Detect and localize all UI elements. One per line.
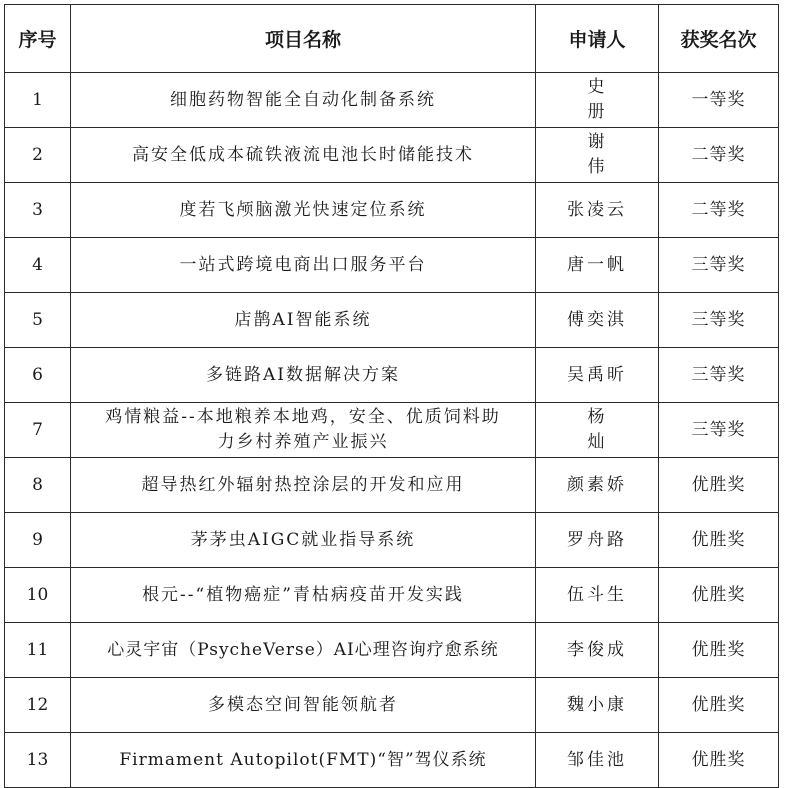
row-number: 6	[5, 348, 71, 403]
row-number: 2	[5, 128, 71, 183]
applicant-name: 伍斗生	[536, 568, 659, 623]
table-row	[5, 678, 779, 733]
row-number: 13	[5, 733, 71, 788]
row-number: 5	[5, 293, 71, 348]
project-name: 度若飞颅脑激光快速定位系统	[71, 183, 536, 238]
row-number: 1	[5, 73, 71, 128]
row-number: 10	[5, 568, 71, 623]
project-name: 多链路AI数据解决方案	[71, 348, 536, 403]
table-row	[5, 568, 779, 623]
row-number: 9	[5, 513, 71, 568]
header-award-rank: 获奖名次	[659, 5, 779, 73]
row-number: 11	[5, 623, 71, 678]
applicant-name: 傅奕淇	[536, 293, 659, 348]
award-rank: 优胜奖	[659, 733, 779, 788]
table-row	[5, 293, 779, 348]
project-name: 多模态空间智能领航者	[71, 678, 536, 733]
table-row	[5, 348, 779, 403]
applicant-name: 颜素娇	[536, 458, 659, 513]
award-rank: 一等奖	[659, 73, 779, 128]
table-row	[5, 128, 779, 183]
table-row	[5, 403, 779, 458]
award-rank: 优胜奖	[659, 568, 779, 623]
project-name: 高安全低成本硫铁液流电池长时储能技术	[71, 128, 536, 183]
row-number: 7	[5, 403, 71, 458]
applicant-name: 邹佳池	[536, 733, 659, 788]
table-row	[5, 513, 779, 568]
award-rank: 优胜奖	[659, 513, 779, 568]
award-rank: 三等奖	[659, 238, 779, 293]
applicant-name: 谢 伟	[536, 128, 659, 183]
applicant-name: 史 册	[536, 73, 659, 128]
applicant-name: 杨 灿	[536, 403, 659, 458]
header-number: 序号	[5, 5, 71, 73]
applicant-name: 罗舟路	[536, 513, 659, 568]
table-row	[5, 733, 779, 788]
header-applicant: 申请人	[536, 5, 659, 73]
award-rank: 三等奖	[659, 403, 779, 458]
project-name: 超导热红外辐射热控涂层的开发和应用	[71, 458, 536, 513]
awards-table	[4, 4, 779, 788]
project-name: 店鹊AI智能系统	[71, 293, 536, 348]
applicant-name: 李俊成	[536, 623, 659, 678]
project-name: 根元--“植物癌症”青枯病疫苗开发实践	[71, 568, 536, 623]
project-name: 茅茅虫AIGC就业指导系统	[71, 513, 536, 568]
applicant-name: 魏小康	[536, 678, 659, 733]
table-row	[5, 458, 779, 513]
project-name: 细胞药物智能全自动化制备系统	[71, 73, 536, 128]
table-row	[5, 183, 779, 238]
award-rank: 优胜奖	[659, 623, 779, 678]
row-number: 4	[5, 238, 71, 293]
award-rank: 二等奖	[659, 183, 779, 238]
table-header-row	[5, 5, 779, 73]
table-row	[5, 623, 779, 678]
table-row	[5, 73, 779, 128]
applicant-name: 张凌云	[536, 183, 659, 238]
award-rank: 三等奖	[659, 348, 779, 403]
row-number: 12	[5, 678, 71, 733]
award-rank: 优胜奖	[659, 458, 779, 513]
table-row	[5, 238, 779, 293]
project-name: Firmament Autopilot(FMT)“智”驾仪系统	[71, 733, 536, 788]
row-number: 3	[5, 183, 71, 238]
table-body	[5, 73, 779, 788]
award-rank: 三等奖	[659, 293, 779, 348]
award-rank: 二等奖	[659, 128, 779, 183]
award-rank: 优胜奖	[659, 678, 779, 733]
applicant-name: 唐一帆	[536, 238, 659, 293]
project-name: 心灵宇宙（PsycheVerse）AI心理咨询疗愈系统	[71, 623, 536, 678]
applicant-name: 吴禹昕	[536, 348, 659, 403]
project-name: 一站式跨境电商出口服务平台	[71, 238, 536, 293]
row-number: 8	[5, 458, 71, 513]
project-name: 鸡情粮益--本地粮养本地鸡，安全、优质饲料助力乡村养殖产业振兴	[71, 403, 536, 458]
header-project-name: 项目名称	[71, 5, 536, 73]
